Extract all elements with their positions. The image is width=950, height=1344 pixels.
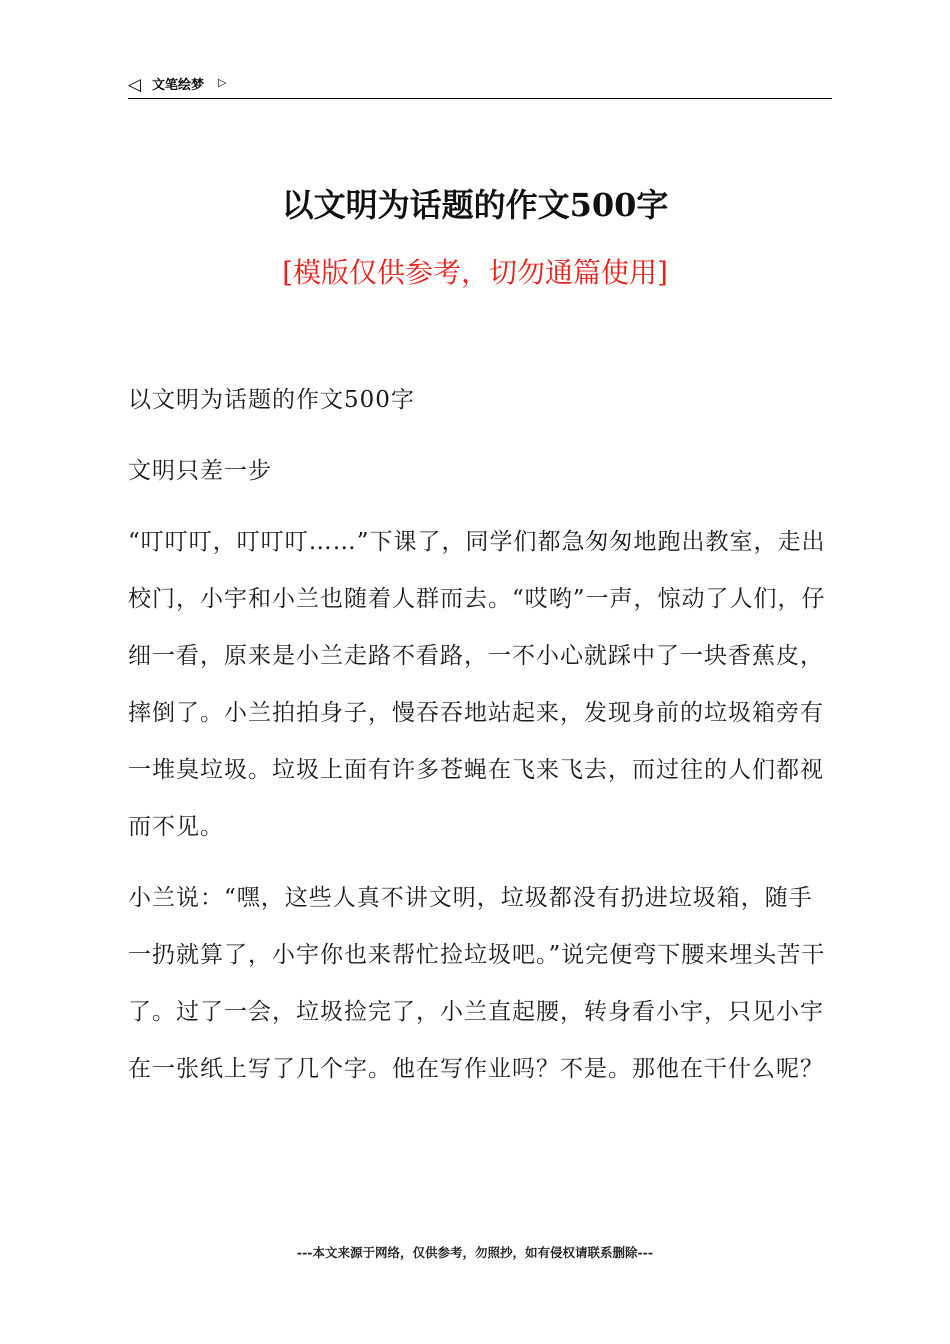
footer-disclaimer: ---本文来源于网络，仅供参考，勿照抄，如有侵权请联系删除--- (296, 1245, 654, 1260)
document-body (128, 372, 834, 1112)
triangle-left-icon: ◁ (128, 75, 142, 95)
paragraph: “叮叮叮，叮叮叮……”下课了，同学们都急匆匆地跑出教室，走出校门，小宇和小兰也随着人群而去。“哎哟”一声，惊动了人们，仔细一看，原来是小兰走路不看路，一不小心就踩中了一块香蕉皮，摔倒了。小兰拍拍身子，慢吞吞地站起来，发现身前的垃圾箱旁有一堆臭垃圾。垃圾上面有许多苍蝇在飞来飞去，而过往的人们都视而不见。 (128, 529, 826, 840)
triangle-right-icon: ▷ (218, 76, 227, 89)
paragraph: 小兰说：“嘿，这些人真不讲文明，垃圾都没有扔进垃圾箱，随手一扔就算了，小宇你也来帮忙捡垃圾吧。”说完便弯下腰来埋头苦干了。过了一会，垃圾捡完了，小兰直起腰，转身看小宇，只见小宇在一张纸上写了几个字。他在写作业吗？不是。那他在干什么呢？ (128, 885, 826, 1082)
body-heading: 以文明为话题的作文500字 (128, 387, 415, 413)
document-title: 以文明为话题的作文500字 (281, 186, 669, 224)
brand-name: 文笔绘梦 (152, 78, 205, 93)
section-title: 文明只差一步 (128, 458, 272, 484)
template-notice: [模版仅供参考，切勿通篇使用] (282, 256, 668, 289)
page-header (128, 74, 832, 99)
